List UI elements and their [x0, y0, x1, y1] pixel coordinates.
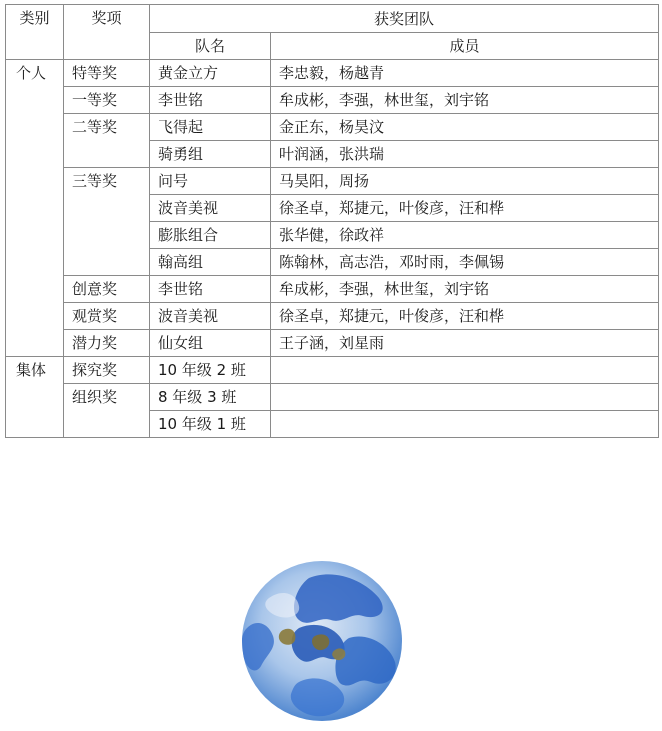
table-row	[6, 60, 659, 87]
header-team-name: 队名	[150, 33, 271, 60]
prize-cell: 探究奖	[64, 357, 150, 384]
header-prize: 奖项	[64, 5, 150, 60]
table-row	[6, 114, 659, 141]
prize-cell: 三等奖	[64, 168, 150, 276]
team-cell: 黄金立方	[150, 60, 271, 87]
members-cell	[271, 384, 659, 411]
members-cell: 王子涵，刘星雨	[271, 330, 659, 357]
members-cell: 陈翰林，高志浩，邓时雨，李佩锡	[271, 249, 659, 276]
members-cell: 徐圣卓，郑捷元，叶俊彦，汪和桦	[271, 195, 659, 222]
table-row	[6, 168, 659, 195]
members-cell: 徐圣卓，郑捷元，叶俊彦，汪和桦	[271, 303, 659, 330]
team-cell: 骑勇组	[150, 141, 271, 168]
team-cell: 波音美视	[150, 303, 271, 330]
members-cell: 金正东，杨昊汶	[271, 114, 659, 141]
team-cell: 仙女组	[150, 330, 271, 357]
table-row	[6, 276, 659, 303]
members-cell	[271, 357, 659, 384]
prize-cell: 组织奖	[64, 384, 150, 438]
members-cell: 牟成彬，李强，林世玺，刘宇铭	[271, 276, 659, 303]
watercolor-globe-illustration	[239, 558, 405, 724]
team-cell: 问号	[150, 168, 271, 195]
team-cell: 波音美视	[150, 195, 271, 222]
header-winning-team: 获奖团队	[150, 5, 659, 33]
table-row	[6, 330, 659, 357]
team-cell: 飞得起	[150, 114, 271, 141]
table-row	[6, 87, 659, 114]
prize-cell: 特等奖	[64, 60, 150, 87]
members-cell: 李忠毅，杨越青	[271, 60, 659, 87]
team-cell: 李世铭	[150, 87, 271, 114]
team-cell: 翰高组	[150, 249, 271, 276]
team-cell: 10 年级 1 班	[150, 411, 271, 438]
prize-cell: 一等奖	[64, 87, 150, 114]
prize-cell: 观赏奖	[64, 303, 150, 330]
members-cell: 叶润涵，张洪瑞	[271, 141, 659, 168]
members-cell: 牟成彬，李强，林世玺，刘宇铭	[271, 87, 659, 114]
header-row-1	[6, 5, 659, 33]
members-cell: 张华健，徐政祥	[271, 222, 659, 249]
members-cell: 马昊阳，周扬	[271, 168, 659, 195]
category-collective: 集体	[6, 357, 64, 438]
prize-cell: 创意奖	[64, 276, 150, 303]
prize-cell: 潜力奖	[64, 330, 150, 357]
table-row	[6, 384, 659, 411]
category-individual: 个人	[6, 60, 64, 357]
team-cell: 10 年级 2 班	[150, 357, 271, 384]
team-cell: 李世铭	[150, 276, 271, 303]
members-cell	[271, 411, 659, 438]
header-members: 成员	[271, 33, 659, 60]
award-table	[5, 4, 659, 438]
team-cell: 8 年级 3 班	[150, 384, 271, 411]
prize-cell: 二等奖	[64, 114, 150, 168]
table-row	[6, 357, 659, 384]
header-category: 类别	[6, 5, 64, 60]
table-row	[6, 303, 659, 330]
team-cell: 膨胀组合	[150, 222, 271, 249]
